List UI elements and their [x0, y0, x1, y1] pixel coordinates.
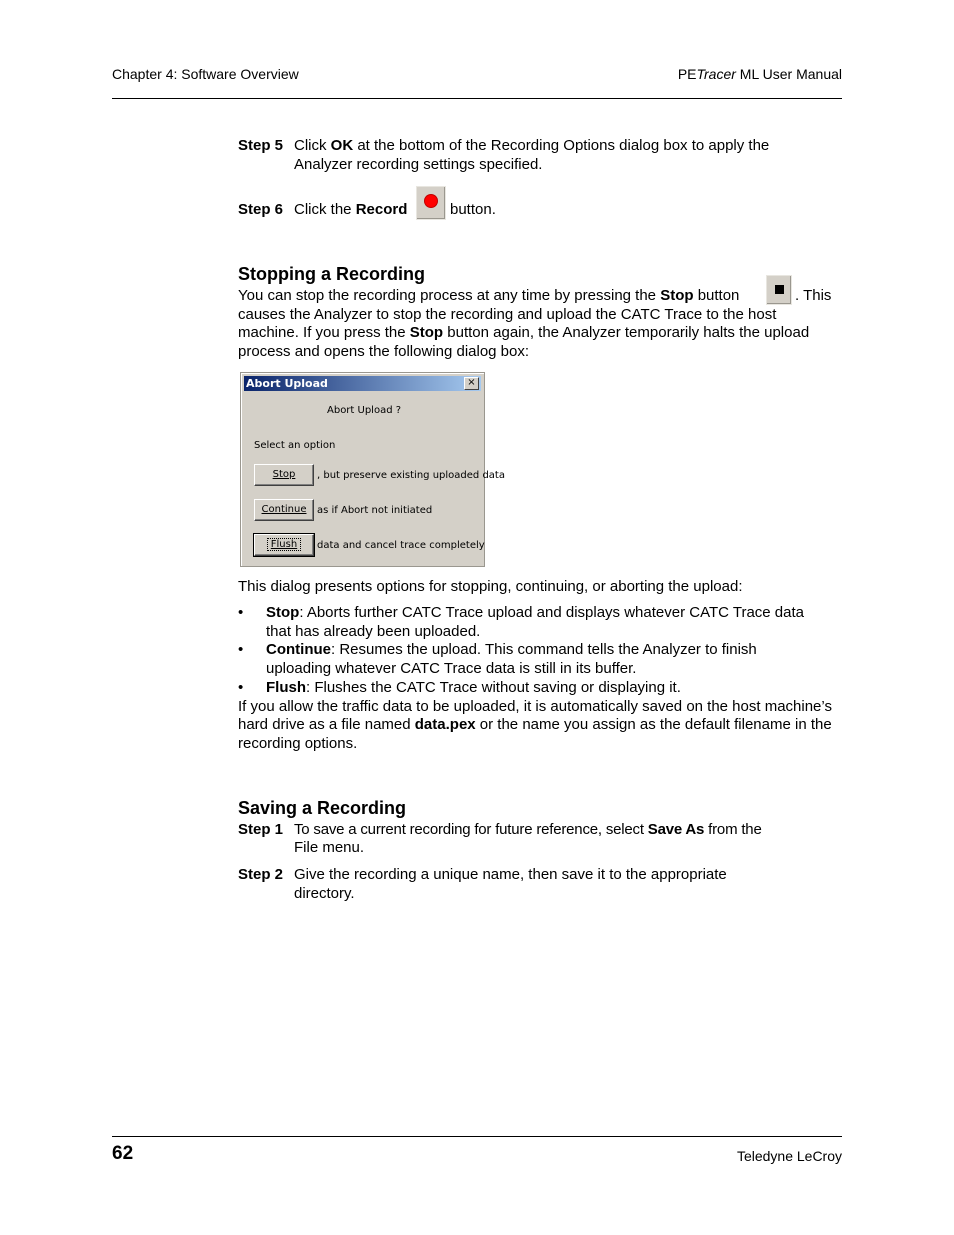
stopping-para-line3: machine. If you press the Stop button again, the Analyzer temporarily halts the upload: [238, 324, 810, 341]
dialog-flush-button[interactable]: Flush: [254, 534, 314, 556]
header-rule: [112, 98, 842, 99]
dialog-intro: This dialog presents options for stopping, continuing, or aborting the upload:: [238, 578, 743, 595]
record-button-icon: [416, 186, 446, 220]
save-step-2-label: Step 2: [238, 866, 284, 883]
saving-heading: Saving a Recording: [238, 798, 407, 818]
stopping-para-line4: process and opens the following dialog box:: [238, 343, 530, 360]
dialog-stop-button[interactable]: Stop: [254, 464, 314, 486]
manual-title: PETracer ML User Manual: [677, 66, 842, 82]
stop-square-icon: [775, 285, 784, 294]
save-step-1-text: To save a current recording for future reference, select Save As from the: [294, 821, 762, 838]
save-step-1-text-line2: File menu.: [294, 839, 365, 856]
chapter-title: Chapter 4: Software Overview: [112, 66, 299, 82]
stop-button-icon: [766, 275, 792, 305]
upload-para-line1: If you allow the traffic data to be uploaded, it is automatically saved on the host machine’s: [238, 698, 832, 715]
step-6-label: Step 6: [238, 201, 284, 218]
step-5-label: Step 5: [238, 137, 284, 154]
company-name: Teledyne LeCroy: [736, 1148, 842, 1164]
bullet-flush: Flush: Flushes the CATC Trace without saving or displaying it.: [266, 679, 681, 696]
bullet-stop: Stop: Aborts further CATC Trace upload and displays whatever CATC Trace data: [266, 604, 805, 621]
dialog-stop-desc: , but preserve existing uploaded data: [317, 470, 505, 481]
save-step-1-label: Step 1: [238, 821, 284, 838]
footer-rule: [112, 1136, 842, 1137]
bullet-stop-line2: that has already been uploaded.: [266, 623, 481, 640]
step-5-text-line2: Analyzer recording settings specified.: [294, 156, 543, 173]
stopping-heading: Stopping a Recording: [238, 264, 425, 284]
stopping-para-line2: causes the Analyzer to stop the recording and upload the CATC Trace to the host: [238, 306, 777, 323]
upload-para-line3: recording options.: [238, 735, 358, 752]
dialog-flush-desc: data and cancel trace completely: [317, 540, 485, 551]
save-step-2-text-line2: directory.: [294, 885, 355, 902]
page-number: 62: [112, 1143, 134, 1164]
close-icon[interactable]: ×: [464, 377, 479, 390]
bullet-flush-marker: •: [238, 679, 244, 696]
stopping-para-line1: You can stop the recording process at any time by pressing the Stop button: [238, 287, 740, 304]
bullet-continue: Continue: Resumes the upload. This command tells the Analyzer to finish: [266, 641, 757, 658]
dialog-title: Abort Upload: [246, 377, 328, 390]
step-6-text-end: button.: [450, 201, 496, 218]
save-step-2-text: Give the recording a unique name, then save it to the appropriate: [294, 866, 727, 883]
dialog-titlebar: [244, 376, 481, 391]
dialog-continue-desc: as if Abort not initiated: [317, 505, 433, 516]
abort-upload-dialog: [240, 372, 505, 567]
dialog-question: Abort Upload ?: [327, 405, 402, 416]
dialog-continue-button[interactable]: Continue: [254, 499, 314, 521]
upload-para-line2: hard drive as a file named data.pex or the name you assign as the default filename in the: [238, 716, 832, 733]
stopping-para-line1-end: . This: [795, 287, 832, 304]
bullet-stop-marker: •: [238, 604, 244, 621]
record-dot-icon: [425, 195, 437, 207]
dialog-select-label: Select an option: [254, 440, 336, 451]
bullet-continue-line2: uploading whatever CATC Trace data is still in its buffer.: [266, 660, 637, 677]
step-6-text: Click the Record: [294, 201, 408, 218]
step-5-text: Click OK at the bottom of the Recording Options dialog box to apply the: [294, 137, 770, 154]
bullet-continue-marker: •: [238, 641, 244, 658]
